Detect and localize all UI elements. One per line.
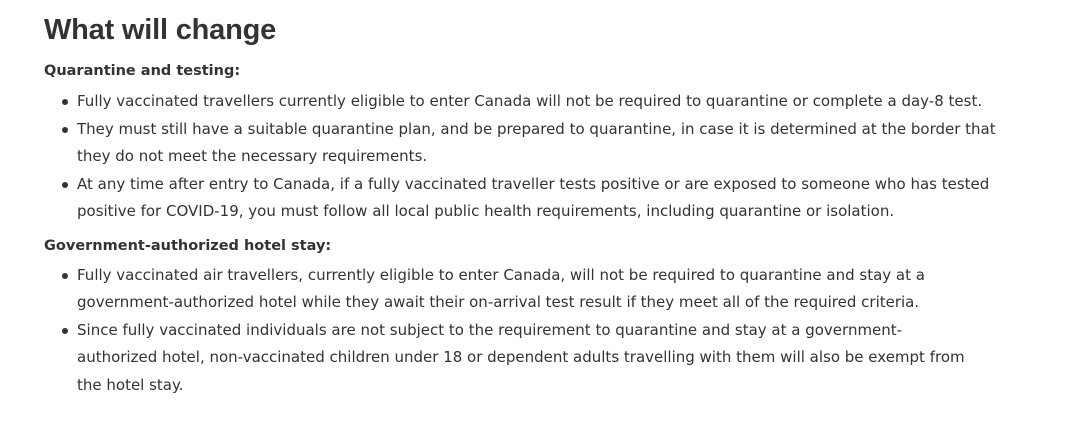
section-heading-hotel-stay: Government-authorized hotel stay: bbox=[44, 237, 332, 254]
article-content bbox=[44, 10, 1054, 399]
list-item: They must still have a suitable quarantine plan, and be prepared to quarantine, in case it is determined at the border that they do not meet the necessary requirements. bbox=[77, 116, 1007, 171]
hotel-stay-list bbox=[44, 262, 1054, 400]
section-heading-quarantine-testing: Quarantine and testing: bbox=[44, 63, 241, 79]
list-item: Fully vaccinated travellers currently eligible to enter Canada will not be required to quarantine or complete a day-8 test. bbox=[77, 88, 1007, 116]
list-item: Fully vaccinated air travellers, currently eligible to enter Canada, will not be required to quarantine and stay at a government-authorized hotel while they await their on-arrival test result if they meet all of the required criteria. bbox=[77, 262, 967, 317]
list-item: At any time after entry to Canada, if a fully vaccinated traveller tests positive or are exposed to someone who has tested positive for COVID-19, you must follow all local public health requirements, including quarantine or isolation. bbox=[77, 171, 1007, 226]
quarantine-testing-list bbox=[44, 88, 1054, 226]
page-title: What will change bbox=[44, 14, 277, 46]
list-item: Since fully vaccinated individuals are not subject to the requirement to quarantine and stay at a government-authorized hotel, non-vaccinated children under 18 or dependent adults travelling with them will also be exempt from the hotel stay. bbox=[77, 317, 967, 400]
